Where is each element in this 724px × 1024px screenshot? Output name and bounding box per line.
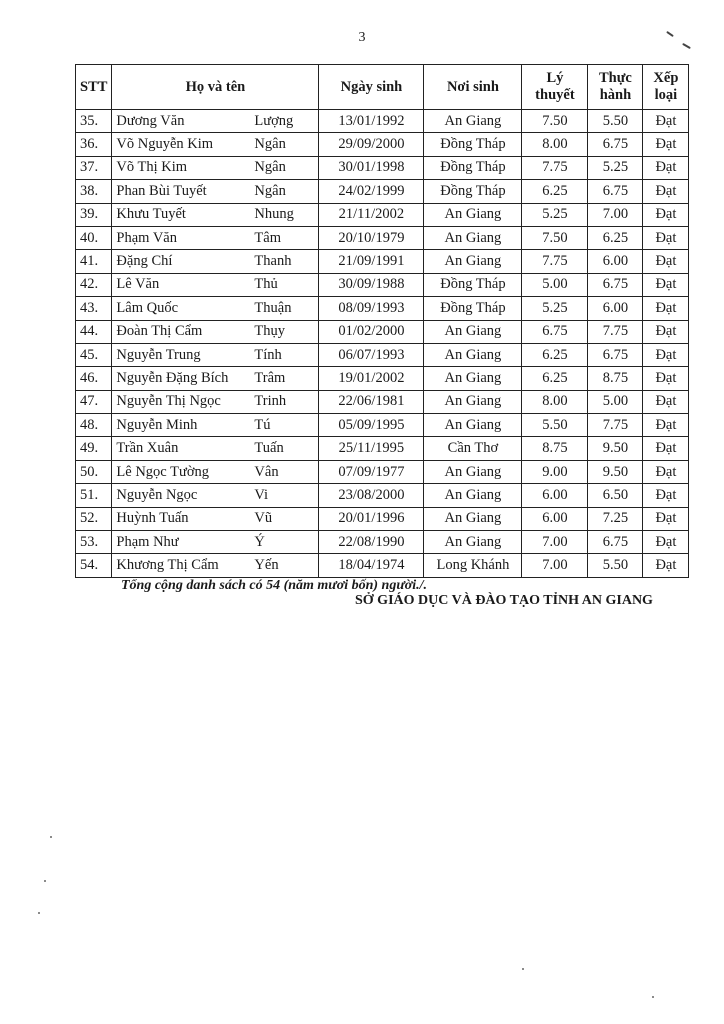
row-practice-score: 5.50	[588, 110, 643, 133]
row-theory-score: 5.25	[522, 203, 588, 226]
row-dob: 05/09/1995	[319, 414, 424, 437]
row-stt: 42.	[76, 273, 112, 296]
row-theory-score: 6.25	[522, 180, 588, 203]
row-given-name: Thuận	[254, 299, 292, 316]
header-practice-line1: Thực	[598, 70, 632, 86]
row-dob: 29/09/2000	[319, 133, 424, 156]
row-pob: An Giang	[424, 531, 522, 554]
table-row	[76, 554, 689, 577]
row-practice-score: 6.75	[588, 273, 643, 296]
row-rank: Đạt	[643, 554, 689, 577]
row-full-name	[112, 343, 319, 366]
row-pob: An Giang	[424, 343, 522, 366]
row-surname: Lê Ngọc Tường	[116, 463, 209, 480]
row-pob: An Giang	[424, 507, 522, 530]
row-rank: Đạt	[643, 156, 689, 179]
row-practice-score: 6.50	[588, 484, 643, 507]
row-practice-score: 5.50	[588, 554, 643, 577]
scan-speck	[50, 836, 52, 838]
row-theory-score: 7.50	[522, 226, 588, 249]
row-theory-score: 9.00	[522, 460, 588, 483]
row-practice-score: 9.50	[588, 437, 643, 460]
page-number: 3	[358, 30, 366, 45]
row-pob: Đồng Tháp	[424, 273, 522, 296]
row-full-name	[112, 507, 319, 530]
row-pob: An Giang	[424, 484, 522, 507]
row-dob: 01/02/2000	[319, 320, 424, 343]
row-given-name: Ngân	[254, 136, 286, 153]
row-surname: Võ Nguyễn Kim	[116, 136, 214, 153]
row-practice-score: 5.25	[588, 156, 643, 179]
row-full-name	[112, 156, 319, 179]
row-given-name: Thủ	[254, 276, 278, 293]
row-rank: Đạt	[643, 437, 689, 460]
row-practice-score: 5.00	[588, 390, 643, 413]
row-dob: 20/10/1979	[319, 226, 424, 249]
row-stt: 36.	[76, 133, 112, 156]
header-name: Họ và tên	[112, 65, 319, 110]
row-given-name: Thanh	[254, 253, 292, 270]
row-surname: Dương Văn	[116, 112, 185, 129]
row-stt: 38.	[76, 180, 112, 203]
row-pob: An Giang	[424, 320, 522, 343]
table-row	[76, 203, 689, 226]
row-stt: 41.	[76, 250, 112, 273]
table-row	[76, 460, 689, 483]
row-rank: Đạt	[643, 320, 689, 343]
row-full-name	[112, 531, 319, 554]
header-pob: Nơi sinh	[424, 65, 522, 110]
row-stt: 43.	[76, 297, 112, 320]
row-dob: 22/06/1981	[319, 390, 424, 413]
row-stt: 51.	[76, 484, 112, 507]
row-surname: Phạm Văn	[116, 229, 177, 246]
table-row	[76, 320, 689, 343]
row-rank: Đạt	[643, 460, 689, 483]
row-full-name	[112, 203, 319, 226]
row-rank: Đạt	[643, 414, 689, 437]
row-pob: Đồng Tháp	[424, 156, 522, 179]
header-rank-line2: loại	[654, 87, 678, 103]
row-stt: 40.	[76, 226, 112, 249]
header-dob: Ngày sinh	[319, 65, 424, 110]
row-stt: 35.	[76, 110, 112, 133]
row-rank: Đạt	[643, 226, 689, 249]
row-rank: Đạt	[643, 110, 689, 133]
row-theory-score: 7.75	[522, 250, 588, 273]
row-full-name	[112, 133, 319, 156]
row-given-name: Vũ	[254, 510, 273, 527]
row-full-name	[112, 250, 319, 273]
row-practice-score: 6.25	[588, 226, 643, 249]
row-dob: 07/09/1977	[319, 460, 424, 483]
table-row	[76, 367, 689, 390]
row-theory-score: 8.00	[522, 390, 588, 413]
header-theory-line1: Lý	[546, 70, 564, 86]
row-stt: 46.	[76, 367, 112, 390]
row-given-name: Trâm	[254, 369, 286, 386]
row-practice-score: 6.75	[588, 531, 643, 554]
row-full-name	[112, 297, 319, 320]
row-dob: 13/01/1992	[319, 110, 424, 133]
row-theory-score: 8.75	[522, 437, 588, 460]
row-surname: Nguyễn Minh	[116, 416, 198, 433]
row-rank: Đạt	[643, 507, 689, 530]
row-theory-score: 6.75	[522, 320, 588, 343]
row-surname: Nguyễn Đặng Bích	[116, 369, 229, 386]
row-rank: Đạt	[643, 367, 689, 390]
row-practice-score: 8.75	[588, 367, 643, 390]
row-theory-score: 7.00	[522, 531, 588, 554]
table-row	[76, 507, 689, 530]
header-rank	[643, 65, 689, 110]
row-rank: Đạt	[643, 203, 689, 226]
table-row	[76, 343, 689, 366]
row-surname: Lê Văn	[116, 276, 160, 293]
row-given-name: Thụy	[254, 323, 286, 340]
row-surname: Lâm Quốc	[116, 299, 179, 316]
row-pob: An Giang	[424, 414, 522, 437]
row-stt: 48.	[76, 414, 112, 437]
row-theory-score: 5.25	[522, 297, 588, 320]
row-given-name: Trinh	[254, 393, 287, 410]
row-dob: 08/09/1993	[319, 297, 424, 320]
row-stt: 39.	[76, 203, 112, 226]
row-pob: An Giang	[424, 460, 522, 483]
row-theory-score: 6.25	[522, 367, 588, 390]
row-practice-score: 6.00	[588, 250, 643, 273]
table-row	[76, 390, 689, 413]
row-surname: Huỳnh Tuấn	[116, 510, 189, 527]
row-dob: 22/08/1990	[319, 531, 424, 554]
row-given-name: Tính	[254, 346, 282, 363]
scan-mark	[682, 43, 691, 49]
row-pob: Đồng Tháp	[424, 297, 522, 320]
row-rank: Đạt	[643, 273, 689, 296]
row-dob: 23/08/2000	[319, 484, 424, 507]
row-dob: 25/11/1995	[319, 437, 424, 460]
header-theory-line2: thuyết	[535, 87, 575, 103]
row-practice-score: 6.00	[588, 297, 643, 320]
row-surname: Nguyễn Trung	[116, 346, 201, 363]
row-full-name	[112, 320, 319, 343]
row-surname: Khưu Tuyết	[116, 206, 186, 223]
row-theory-score: 8.00	[522, 133, 588, 156]
row-stt: 54.	[76, 554, 112, 577]
row-theory-score: 7.00	[522, 554, 588, 577]
table-row	[76, 156, 689, 179]
table-row	[76, 484, 689, 507]
row-given-name: Yến	[254, 557, 279, 574]
header-practice-line2: hành	[599, 87, 632, 103]
row-surname: Phạm Như	[116, 533, 179, 550]
row-pob: Cần Thơ	[424, 437, 522, 460]
row-rank: Đạt	[643, 343, 689, 366]
row-theory-score: 6.25	[522, 343, 588, 366]
row-given-name: Tâm	[254, 229, 281, 246]
scan-mark	[666, 31, 674, 37]
row-rank: Đạt	[643, 531, 689, 554]
row-pob: An Giang	[424, 367, 522, 390]
table-row	[76, 437, 689, 460]
row-full-name	[112, 437, 319, 460]
table-row	[76, 297, 689, 320]
row-stt: 47.	[76, 390, 112, 413]
row-rank: Đạt	[643, 250, 689, 273]
row-stt: 49.	[76, 437, 112, 460]
row-theory-score: 5.50	[522, 414, 588, 437]
row-given-name: Ý	[254, 533, 265, 550]
row-dob: 21/11/2002	[319, 203, 424, 226]
row-pob: An Giang	[424, 250, 522, 273]
row-rank: Đạt	[643, 390, 689, 413]
row-dob: 24/02/1999	[319, 180, 424, 203]
row-pob: An Giang	[424, 226, 522, 249]
row-theory-score: 7.75	[522, 156, 588, 179]
row-full-name	[112, 273, 319, 296]
header-theory	[522, 65, 588, 110]
row-stt: 44.	[76, 320, 112, 343]
row-practice-score: 6.75	[588, 133, 643, 156]
row-full-name	[112, 226, 319, 249]
row-theory-score: 6.00	[522, 484, 588, 507]
row-stt: 45.	[76, 343, 112, 366]
row-rank: Đạt	[643, 484, 689, 507]
table-row	[76, 180, 689, 203]
row-surname: Khương Thị Cẩm	[116, 557, 219, 574]
row-surname: Trần Xuân	[116, 440, 179, 457]
row-dob: 19/01/2002	[319, 367, 424, 390]
scan-speck	[38, 912, 40, 914]
row-dob: 18/04/1974	[319, 554, 424, 577]
row-given-name: Lượng	[254, 112, 294, 129]
row-practice-score: 7.75	[588, 320, 643, 343]
table-row	[76, 110, 689, 133]
row-practice-score: 6.75	[588, 180, 643, 203]
total-note: Tổng cộng danh sách có 54 (năm mươi bốn) người./.	[121, 578, 428, 593]
signature-organization: SỞ GIÁO DỤC VÀ ĐÀO TẠO TỈNH AN GIANG	[355, 593, 653, 608]
row-stt: 50.	[76, 460, 112, 483]
table-row	[76, 531, 689, 554]
row-stt: 37.	[76, 156, 112, 179]
row-full-name	[112, 460, 319, 483]
row-surname: Phan Bùi Tuyết	[116, 182, 207, 199]
results-table	[75, 64, 689, 578]
row-practice-score: 6.75	[588, 343, 643, 366]
table-row	[76, 414, 689, 437]
table-row	[76, 273, 689, 296]
row-full-name	[112, 110, 319, 133]
header-rank-line1: Xếp	[653, 70, 679, 86]
table-row	[76, 133, 689, 156]
row-stt: 53.	[76, 531, 112, 554]
row-pob: Đồng Tháp	[424, 180, 522, 203]
row-rank: Đạt	[643, 180, 689, 203]
table-header-row	[76, 65, 689, 110]
row-given-name: Nhung	[254, 206, 294, 223]
row-dob: 21/09/1991	[319, 250, 424, 273]
header-stt: STT	[76, 65, 112, 110]
row-surname: Nguyễn Ngọc	[116, 486, 198, 503]
row-given-name: Tú	[254, 416, 271, 433]
row-dob: 20/01/1996	[319, 507, 424, 530]
scan-speck	[522, 968, 524, 970]
row-practice-score: 7.00	[588, 203, 643, 226]
row-full-name	[112, 484, 319, 507]
scan-speck	[44, 880, 46, 882]
row-full-name	[112, 554, 319, 577]
row-full-name	[112, 367, 319, 390]
row-given-name: Ngân	[254, 159, 286, 176]
row-surname: Võ Thị Kim	[116, 159, 188, 176]
row-dob: 06/07/1993	[319, 343, 424, 366]
row-practice-score: 9.50	[588, 460, 643, 483]
table-row	[76, 250, 689, 273]
row-pob: An Giang	[424, 203, 522, 226]
row-given-name: Vân	[254, 463, 279, 480]
row-full-name	[112, 414, 319, 437]
row-stt: 52.	[76, 507, 112, 530]
row-full-name	[112, 390, 319, 413]
row-surname: Đoàn Thị Cẩm	[116, 323, 203, 340]
row-theory-score: 5.00	[522, 273, 588, 296]
row-theory-score: 6.00	[522, 507, 588, 530]
row-rank: Đạt	[643, 297, 689, 320]
row-full-name	[112, 180, 319, 203]
row-pob: Đồng Tháp	[424, 133, 522, 156]
scan-speck	[652, 996, 654, 998]
row-pob: An Giang	[424, 110, 522, 133]
row-practice-score: 7.75	[588, 414, 643, 437]
row-practice-score: 7.25	[588, 507, 643, 530]
row-surname: Đặng Chí	[116, 253, 173, 270]
row-given-name: Ngân	[254, 182, 286, 199]
row-given-name: Vi	[254, 486, 269, 503]
row-pob: An Giang	[424, 390, 522, 413]
row-theory-score: 7.50	[522, 110, 588, 133]
header-practice	[588, 65, 643, 110]
row-dob: 30/01/1998	[319, 156, 424, 179]
row-given-name: Tuấn	[254, 440, 284, 457]
row-surname: Nguyễn Thị Ngọc	[116, 393, 221, 410]
row-dob: 30/09/1988	[319, 273, 424, 296]
row-rank: Đạt	[643, 133, 689, 156]
table-row	[76, 226, 689, 249]
row-pob: Long Khánh	[424, 554, 522, 577]
